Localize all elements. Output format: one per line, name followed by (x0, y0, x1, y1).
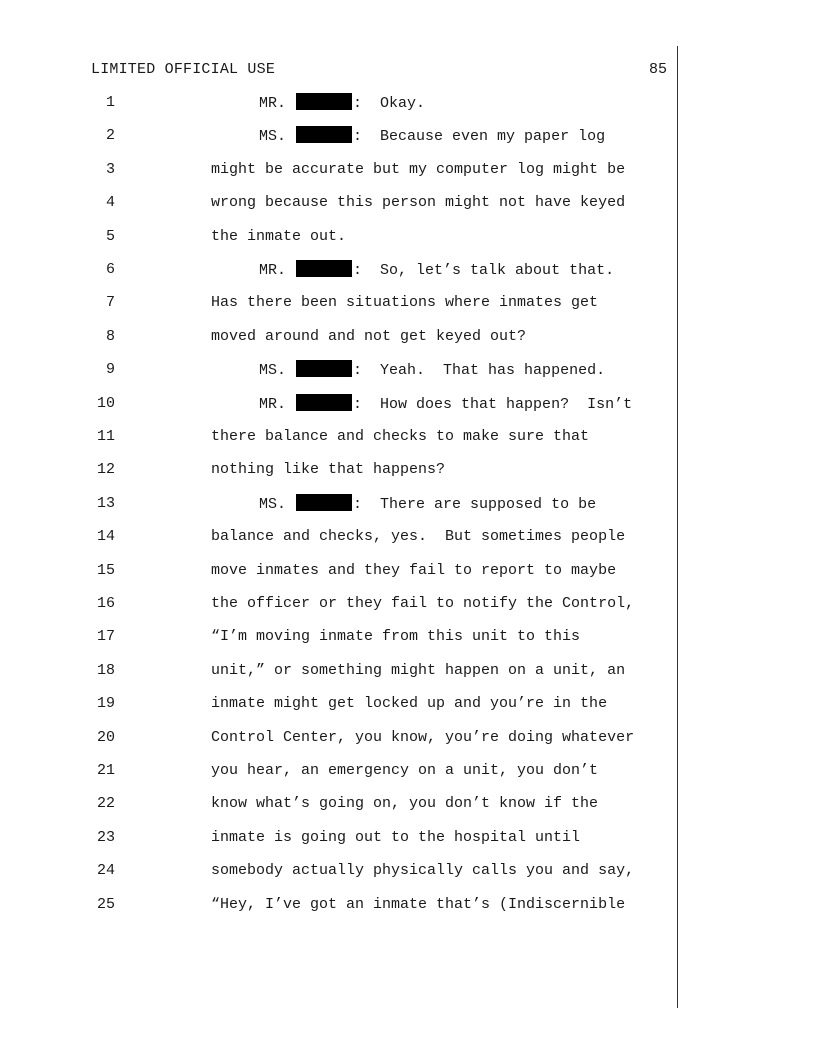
transcript-line (0, 694, 816, 714)
line-number: 18 (96, 661, 115, 679)
classification-header: LIMITED OFFICIAL USE (91, 61, 276, 78)
line-text: wrong because this person might not have keyed (211, 194, 626, 212)
line-text: inmate might get locked up and you’re in the (211, 695, 608, 713)
line-text: “Hey, I’ve got an inmate that’s (Indiscernible (211, 895, 626, 913)
transcript-line (0, 227, 816, 247)
speaker-utterance: : How does that happen? Isn’t (353, 395, 633, 413)
speaker-utterance: : Okay. (353, 95, 426, 112)
line-number: 19 (96, 695, 115, 713)
line-number: 13 (96, 494, 115, 512)
speaker-title: MR. (259, 95, 287, 112)
line-number: 14 (96, 528, 115, 546)
speaker-line (259, 260, 614, 281)
redaction-box (296, 394, 352, 411)
redaction-box (296, 494, 352, 511)
transcript-line (0, 360, 816, 380)
line-text: balance and checks, yes. But sometimes people (211, 528, 626, 546)
line-number: 2 (105, 127, 115, 145)
speaker-title: MS. (259, 495, 287, 513)
transcript-line (0, 327, 816, 347)
transcript-line (0, 260, 816, 280)
transcript-line (0, 627, 816, 647)
speaker-utterance: : Yeah. That has happened. (353, 362, 606, 380)
line-number: 3 (105, 160, 115, 178)
transcript-line (0, 895, 816, 915)
redaction-box (296, 360, 352, 377)
line-text: nothing like that happens? (211, 461, 446, 479)
speaker-line (259, 93, 425, 114)
line-number: 5 (105, 227, 115, 245)
line-text: the inmate out. (211, 227, 347, 245)
speaker-title: MS. (259, 128, 287, 146)
line-number: 20 (96, 728, 115, 746)
speaker-utterance: : So, let’s talk about that. (353, 262, 615, 279)
transcript-line (0, 794, 816, 814)
transcript-line (0, 394, 816, 414)
line-number: 22 (96, 795, 115, 813)
line-number: 12 (96, 461, 115, 479)
transcript-line (0, 728, 816, 748)
transcript-line (0, 594, 816, 614)
speaker-title: MR. (259, 262, 287, 279)
line-text: might be accurate but my computer log might be (211, 160, 626, 178)
line-number: 23 (96, 828, 115, 846)
speaker-title: MR. (259, 395, 287, 413)
line-text: Control Center, you know, you’re doing whatever (211, 728, 635, 746)
transcript-line (0, 761, 816, 781)
line-text: Has there been situations where inmates get (211, 294, 599, 312)
line-number: 4 (105, 194, 115, 212)
transcript-line (0, 293, 816, 313)
line-number: 1 (105, 94, 115, 111)
line-text: there balance and checks to make sure that (211, 428, 590, 445)
line-number: 21 (96, 762, 115, 779)
line-text: “I’m moving inmate from this unit to this (211, 628, 581, 646)
line-text: somebody actually physically calls you and say, (211, 862, 635, 880)
line-number: 10 (96, 394, 115, 412)
line-number: 11 (96, 428, 115, 445)
transcript-line (0, 126, 816, 146)
line-text: know what’s going on, you don’t know if the (211, 795, 599, 813)
line-number: 24 (96, 862, 115, 880)
line-text: inmate is going out to the hospital until (211, 828, 581, 846)
line-text: moved around and not get keyed out? (211, 327, 527, 345)
line-text: you hear, an emergency on a unit, you don’t (211, 762, 599, 779)
transcript-line (0, 460, 816, 480)
transcript-line (0, 561, 816, 581)
redaction-box (296, 93, 352, 110)
transcript-line (0, 93, 816, 113)
line-text: the officer or they fail to notify the Control, (211, 595, 635, 612)
transcript-line (0, 193, 816, 213)
line-number: 16 (96, 595, 115, 612)
page-number: 85 (648, 61, 667, 78)
speaker-line (259, 360, 605, 381)
speaker-line (259, 394, 632, 415)
transcript-line (0, 828, 816, 848)
transcript-line (0, 527, 816, 547)
line-number: 15 (96, 561, 115, 579)
redaction-box (296, 260, 352, 277)
transcript-line (0, 427, 816, 447)
line-number: 7 (105, 294, 115, 312)
speaker-utterance: : There are supposed to be (353, 495, 597, 513)
redaction-box (296, 126, 352, 143)
line-number: 9 (105, 361, 115, 379)
speaker-line (259, 126, 605, 147)
transcript-line (0, 160, 816, 180)
line-number: 8 (105, 327, 115, 345)
speaker-line (259, 494, 596, 515)
transcript-line (0, 494, 816, 514)
speaker-title: MS. (259, 362, 287, 380)
line-text: move inmates and they fail to report to maybe (211, 561, 617, 579)
line-number: 17 (96, 628, 115, 646)
transcript-line (0, 661, 816, 681)
line-number: 25 (96, 895, 115, 913)
speaker-utterance: : Because even my paper log (353, 128, 606, 146)
line-text: unit,” or something might happen on a unit, an (211, 661, 626, 679)
line-number: 6 (105, 261, 115, 278)
transcript-line (0, 861, 816, 881)
